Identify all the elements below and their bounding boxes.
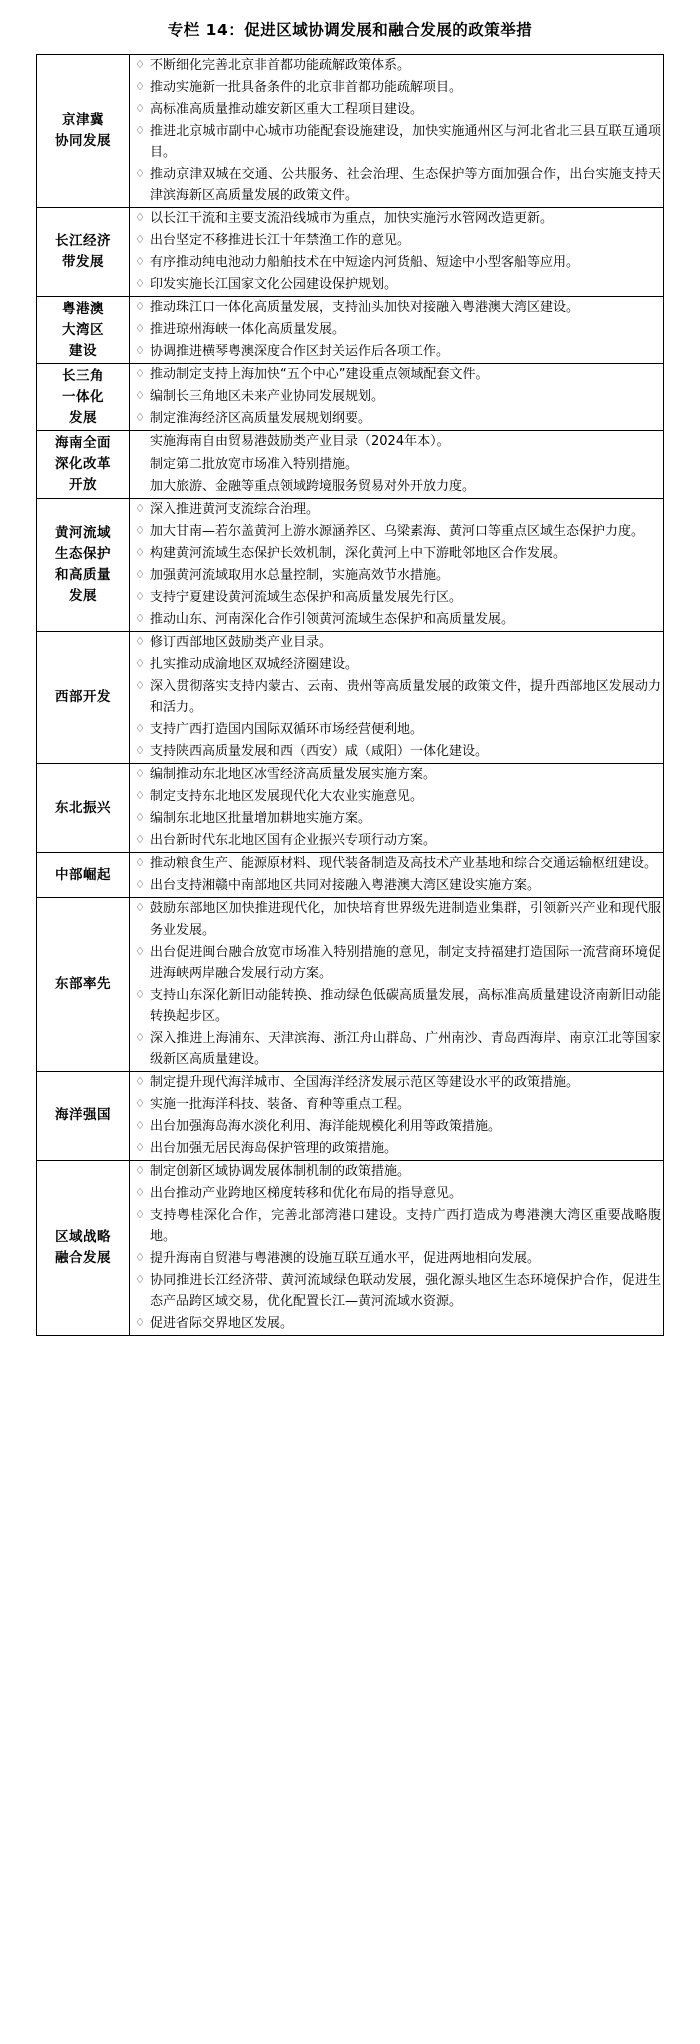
row-category-label (37, 764, 130, 853)
measure-text: 不断细化完善北京非首都功能疏解政策体系。 (150, 57, 411, 73)
diamond-bullet-icon: ♢ (135, 767, 145, 781)
measure-text: 制定第二批放宽市场准入特别措施。 (150, 456, 359, 472)
list-item (130, 808, 663, 829)
table-row (37, 297, 664, 364)
measure-text: 推动制定支持上海加快“五个中心”建设重点领域配套文件。 (150, 367, 489, 383)
diamond-bullet-icon: ♢ (135, 1164, 145, 1178)
diamond-bullet-icon: ♢ (135, 901, 145, 915)
measure-text: 推动珠江口一体化高质量发展，支持汕头加快对接融入粤港澳大湾区建设。 (150, 300, 580, 316)
list-item (130, 55, 663, 76)
measure-text: 促进省际交界地区发展。 (150, 1316, 294, 1332)
category-line: 京津冀 (62, 111, 104, 128)
diamond-bullet-icon: ♢ (135, 1074, 145, 1088)
diamond-bullet-icon: ♢ (135, 856, 145, 870)
diamond-bullet-icon: ♢ (135, 1316, 145, 1330)
table-row (37, 364, 664, 431)
measure-list (130, 431, 663, 496)
measure-text: 鼓励东部地区加快推进现代化，加快培育世界级先进制造业集群，引领新兴产业和现代服务业发展。 (150, 901, 661, 938)
category-line: 东北振兴 (55, 799, 111, 816)
category-line: 带发展 (62, 254, 104, 271)
list-item (130, 1248, 663, 1269)
row-measures-cell (130, 898, 664, 1071)
category-line: 东部率先 (55, 976, 111, 993)
diamond-bullet-icon: ♢ (135, 722, 145, 736)
table-row (37, 631, 664, 763)
measure-text: 支持陕西高质量发展和西（西安）咸（咸阳）一体化建设。 (150, 744, 489, 760)
measure-text: 推进北京城市副中心城市功能配套设施建设，加快实施通州区与河北省北三县互联互通项目。 (150, 123, 661, 160)
measure-text: 实施海南自由贸易港鼓励类产业目录（2024年本）。 (150, 434, 450, 450)
row-measures-cell (130, 1161, 664, 1336)
category-line: 发展 (69, 587, 97, 604)
diamond-bullet-icon: ♢ (135, 1118, 145, 1132)
diamond-bullet-icon: ♢ (135, 166, 145, 180)
measure-text: 编制推动东北地区冰雪经济高质量发展实施方案。 (150, 767, 437, 783)
list-item (130, 1116, 663, 1137)
category-line: 建设 (69, 342, 97, 359)
policy-measures-table (36, 54, 664, 1337)
measure-list (130, 632, 663, 762)
page-title: 专栏 14：促进区域协调发展和融合发展的政策举措 (167, 21, 533, 39)
measure-text: 支持山东深化新旧动能转换、推动绿色低碳高质量发展，高标准高质量建设济南新旧动能转换起步区。 (150, 987, 661, 1024)
category-line: 黄河流域 (55, 524, 111, 541)
diamond-bullet-icon: ♢ (135, 944, 145, 958)
measure-text: 出台加强海岛海水淡化利用、海洋能规模化利用等政策措施。 (150, 1118, 502, 1134)
list-item (130, 77, 663, 98)
list-item (130, 431, 663, 452)
diamond-bullet-icon: ♢ (135, 344, 145, 358)
row-category-label (37, 208, 130, 297)
list-item (130, 454, 663, 475)
list-item (130, 565, 663, 586)
measure-text: 协调推进横琴粤澳深度合作区封关运作后各项工作。 (150, 344, 450, 360)
list-item (130, 985, 663, 1027)
category-line: 发展 (69, 409, 97, 426)
list-item (130, 319, 663, 340)
list-item (130, 632, 663, 653)
list-item (130, 830, 663, 851)
diamond-bullet-icon: ♢ (135, 656, 145, 670)
row-measures-cell (130, 297, 664, 364)
measure-text: 印发实施长江国家文化公园建设保护规划。 (150, 277, 398, 293)
measure-list (130, 208, 663, 295)
category-line: 中部崛起 (55, 866, 111, 883)
row-measures-cell (130, 431, 664, 498)
diamond-bullet-icon: ♢ (135, 589, 145, 603)
measure-text: 制定淮海经济区高质量发展规划纲要。 (150, 411, 372, 427)
measure-text: 支持广西打造国内国际双循环市场经营便利地。 (150, 722, 424, 738)
list-item (130, 875, 663, 896)
list-item (130, 297, 663, 318)
row-category-label (37, 1071, 130, 1160)
category-line: 长江经济 (55, 233, 111, 250)
list-item (130, 609, 663, 630)
diamond-bullet-icon: ♢ (135, 833, 145, 847)
measure-text: 出台新时代东北地区国有企业振兴专项行动方案。 (150, 833, 437, 849)
list-item (130, 587, 663, 608)
diamond-bullet-icon: ♢ (135, 987, 145, 1001)
measure-list (130, 297, 663, 362)
list-item (130, 719, 663, 740)
category-line: 协同发展 (55, 132, 111, 149)
table-row (37, 54, 664, 207)
list-item (130, 676, 663, 718)
row-category-label (37, 498, 130, 631)
measure-text: 协同推进长江经济带、黄河流域绿色联动发展，强化源头地区生态环境保护合作，促进生态产品跨区域交易，优化配置长江—黄河流域水资源。 (150, 1273, 661, 1310)
category-line: 大湾区 (62, 321, 104, 338)
row-category-label (37, 54, 130, 207)
measure-text: 制定提升现代海洋城市、全国海洋经济发展示范区等建设水平的政策措施。 (150, 1074, 580, 1090)
measure-text: 推进琼州海峡一体化高质量发展。 (150, 322, 346, 338)
diamond-bullet-icon: ♢ (135, 1208, 145, 1222)
measure-text: 出台推动产业跨地区梯度转移和优化布局的指导意见。 (150, 1186, 463, 1202)
diamond-bullet-icon: ♢ (135, 1251, 145, 1265)
diamond-bullet-icon: ♢ (135, 744, 145, 758)
measure-list (130, 364, 663, 429)
row-category-label (37, 631, 130, 763)
diamond-bullet-icon: ♢ (135, 567, 145, 581)
measure-text: 提升海南自贸港与粤港澳的设施互联互通水平，促进两地相向发展。 (150, 1251, 541, 1267)
measure-text: 推动实施新一批具备条件的北京非首都功能疏解项目。 (150, 79, 463, 95)
category-line: 粤港澳 (62, 300, 104, 317)
category-line: 和高质量 (55, 566, 111, 583)
measure-text: 编制长三角地区未来产业协同发展规划。 (150, 389, 385, 405)
diamond-bullet-icon: ♢ (135, 878, 145, 892)
measure-list (130, 499, 663, 630)
table-row (37, 764, 664, 853)
row-measures-cell (130, 208, 664, 297)
list-item (130, 1138, 663, 1159)
list-item (130, 942, 663, 984)
row-measures-cell (130, 853, 664, 898)
measure-text: 支持宁夏建设黄河流域生态保护和高质量发展先行区。 (150, 589, 463, 605)
list-item (130, 543, 663, 564)
measure-list (130, 1072, 663, 1159)
diamond-bullet-icon: ♢ (135, 545, 145, 559)
row-measures-cell (130, 498, 664, 631)
row-measures-cell (130, 631, 664, 763)
diamond-bullet-icon: ♢ (135, 79, 145, 93)
list-item (130, 208, 663, 229)
category-line: 海洋强国 (55, 1107, 111, 1124)
measure-text: 构建黄河流域生态保护长效机制，深化黄河上中下游毗邻地区合作发展。 (150, 545, 567, 561)
diamond-bullet-icon: ♢ (135, 411, 145, 425)
category-line: 开放 (69, 477, 97, 494)
diamond-bullet-icon: ♢ (135, 300, 145, 314)
row-measures-cell (130, 364, 664, 431)
list-item (130, 121, 663, 163)
measure-list (130, 1161, 663, 1334)
measure-text: 加大旅游、金融等重点领域跨境服务贸易对外开放力度。 (150, 478, 476, 494)
category-line: 生态保护 (55, 545, 111, 562)
table-row (37, 1071, 664, 1160)
measure-text: 加大甘南—若尔盖黄河上游水源涵养区、乌梁素海、黄河口等重点区域生态保护力度。 (150, 523, 645, 539)
measure-text: 推动粮食生产、能源原材料、现代装备制造及高技术产业基地和综合交通运输枢纽建设。 (150, 856, 658, 872)
measure-text: 有序推动纯电池动力船舶技术在中短途内河货船、短途中小型客船等应用。 (150, 255, 580, 271)
table-row (37, 898, 664, 1071)
measure-text: 制定支持东北地区发展现代化大农业实施意见。 (150, 789, 424, 805)
diamond-bullet-icon: ♢ (135, 389, 145, 403)
table-body (37, 54, 664, 1336)
list-item (130, 230, 663, 251)
measure-text: 制定创新区域协调发展体制机制的政策措施。 (150, 1164, 411, 1180)
list-item (130, 1270, 663, 1312)
category-line: 西部开发 (55, 689, 111, 706)
diamond-bullet-icon: ♢ (135, 255, 145, 269)
measure-text: 推动京津双城在交通、公共服务、社会治理、生态保护等方面加强合作，出台实施支持天津滨海新区高质量发展的政策文件。 (150, 166, 661, 203)
diamond-bullet-icon: ♢ (135, 1273, 145, 1287)
category-line: 一体化 (62, 388, 104, 405)
category-line: 融合发展 (55, 1250, 111, 1267)
list-item (130, 654, 663, 675)
list-item (130, 499, 663, 520)
list-item (130, 476, 663, 497)
diamond-bullet-icon: ♢ (135, 233, 145, 247)
measure-text: 深入推进黄河支流综合治理。 (150, 501, 320, 517)
list-item (130, 164, 663, 206)
measure-list (130, 764, 663, 851)
table-row (37, 208, 664, 297)
diamond-bullet-icon: ♢ (135, 811, 145, 825)
row-category-label (37, 431, 130, 498)
list-item (130, 99, 663, 120)
row-measures-cell (130, 764, 664, 853)
list-item (130, 853, 663, 874)
diamond-bullet-icon: ♢ (135, 634, 145, 648)
list-item (130, 252, 663, 273)
category-line: 深化改革 (55, 456, 111, 473)
row-category-label (37, 853, 130, 898)
diamond-bullet-icon: ♢ (135, 123, 145, 137)
measure-list (130, 55, 663, 206)
measure-text: 出台促进闽台融合放宽市场准入特别措施的意见，制定支持福建打造国际一流营商环境促进海峡两岸融合发展行动方案。 (150, 944, 661, 981)
list-item (130, 1094, 663, 1115)
list-item (130, 1313, 663, 1334)
measure-list (130, 898, 663, 1069)
list-item (130, 386, 663, 407)
list-item (130, 786, 663, 807)
list-item (130, 1183, 663, 1204)
row-category-label (37, 297, 130, 364)
table-row (37, 1161, 664, 1336)
list-item (130, 408, 663, 429)
measure-text: 推动山东、河南深化合作引领黄河流域生态保护和高质量发展。 (150, 611, 515, 627)
list-item (130, 1028, 663, 1070)
table-row (37, 498, 664, 631)
list-item (130, 1161, 663, 1182)
measure-text: 深入贯彻落实支持内蒙古、云南、贵州等高质量发展的政策文件，提升西部地区发展动力和活力。 (150, 679, 661, 716)
diamond-bullet-icon: ♢ (135, 57, 145, 71)
diamond-bullet-icon: ♢ (135, 1030, 145, 1044)
measure-text: 修订西部地区鼓励类产业目录。 (150, 634, 333, 650)
diamond-bullet-icon: ♢ (135, 322, 145, 336)
measure-text: 编制东北地区批量增加耕地实施方案。 (150, 811, 372, 827)
diamond-bullet-icon: ♢ (135, 211, 145, 225)
row-category-label (37, 1161, 130, 1336)
list-item (130, 764, 663, 785)
list-item (130, 341, 663, 362)
list-item (130, 741, 663, 762)
diamond-bullet-icon: ♢ (135, 1140, 145, 1154)
category-line: 长三角 (62, 368, 104, 385)
list-item (130, 898, 663, 940)
measure-text: 支持粤桂深化合作，完善北部湾港口建设。支持广西打造成为粤港澳大湾区重要战略腹地。 (150, 1208, 661, 1245)
diamond-bullet-icon: ♢ (135, 789, 145, 803)
diamond-bullet-icon: ♢ (135, 367, 145, 381)
measure-text: 出台加强无居民海岛保护管理的政策措施。 (150, 1140, 398, 1156)
diamond-bullet-icon: ♢ (135, 1186, 145, 1200)
diamond-bullet-icon: ♢ (135, 523, 145, 537)
list-item (130, 521, 663, 542)
diamond-bullet-icon: ♢ (135, 1096, 145, 1110)
category-line: 区域战略 (55, 1229, 111, 1246)
table-row (37, 853, 664, 898)
diamond-bullet-icon: ♢ (135, 611, 145, 625)
list-item (130, 1205, 663, 1247)
row-measures-cell (130, 54, 664, 207)
measure-text: 以长江干流和主要支流沿线城市为重点，加快实施污水管网改造更新。 (150, 211, 554, 227)
measure-text: 实施一批海洋科技、装备、育种等重点工程。 (150, 1096, 411, 1112)
table-row (37, 431, 664, 498)
diamond-bullet-icon: ♢ (135, 277, 145, 291)
list-item (130, 274, 663, 295)
row-category-label (37, 898, 130, 1071)
measure-list (130, 853, 663, 896)
list-item (130, 1072, 663, 1093)
measure-text: 高标准高质量推动雄安新区重大工程项目建设。 (150, 101, 424, 117)
measure-text: 出台坚定不移推进长江十年禁渔工作的意见。 (150, 233, 411, 249)
measure-text: 出台支持湘赣中南部地区共同对接融入粤港澳大湾区建设实施方案。 (150, 878, 541, 894)
row-measures-cell (130, 1071, 664, 1160)
diamond-bullet-icon: ♢ (135, 679, 145, 692)
diamond-bullet-icon: ♢ (135, 101, 145, 115)
measure-text: 扎实推动成渝地区双城经济圈建设。 (150, 656, 359, 672)
measure-text: 深入推进上海浦东、天津滨海、浙江舟山群岛、广州南沙、青岛西海岸、南京江北等国家级新区高质量建设。 (150, 1030, 661, 1067)
category-line: 海南全面 (55, 435, 111, 452)
list-item (130, 364, 663, 385)
diamond-bullet-icon: ♢ (135, 501, 145, 515)
measure-text: 加强黄河流域取用水总量控制，实施高效节水措施。 (150, 567, 450, 583)
row-category-label (37, 364, 130, 431)
